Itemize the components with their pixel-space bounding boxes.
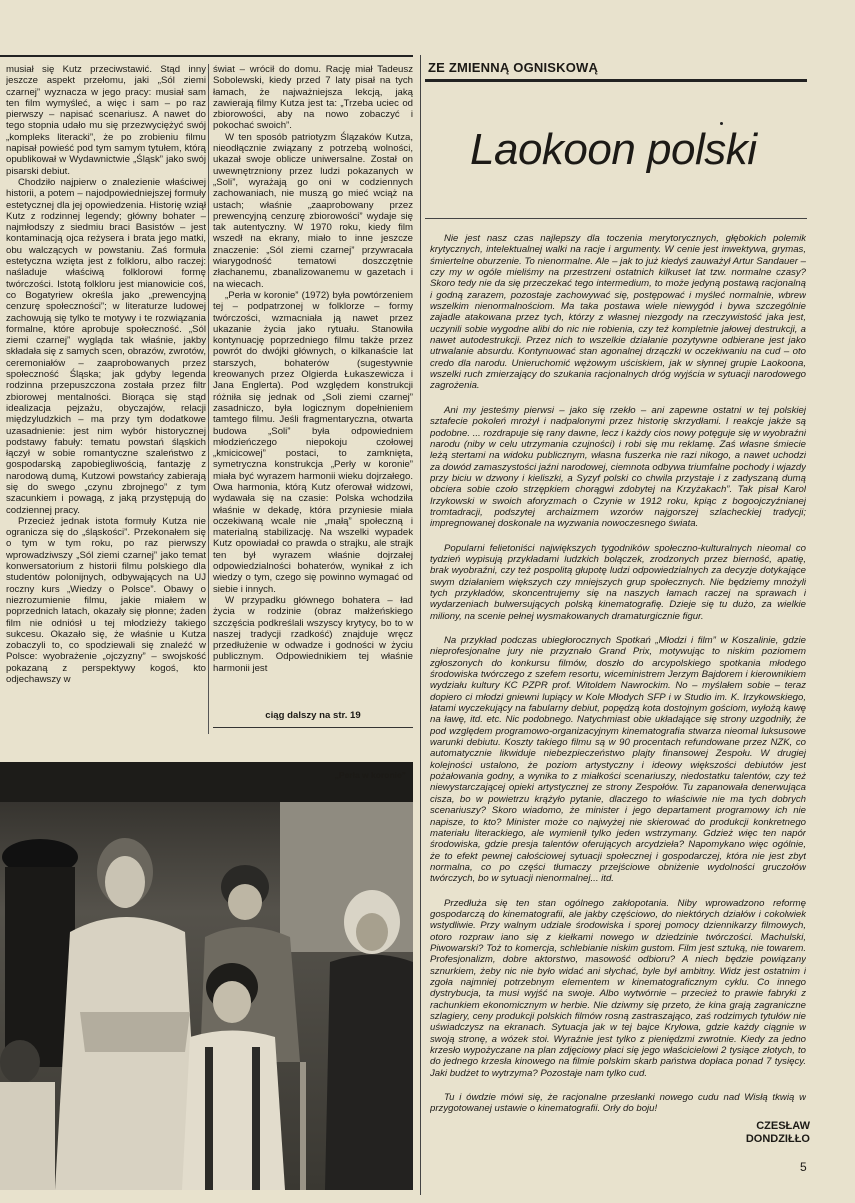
paragraph: Chodziło najpierw o znalezienie właściwej historii, a potem – najodpowiedniejszej formuły estetycznej dla jej opowiedzenia. Historię wziął Kutz z rodzinnej legendy; główny bohater – najmłodszy z siedmiu braci Basistów – jest kontaminacją ojca reżysera i brata jego matki, obu walczących w powstaniu. Zaś formuła estetyczna wzięta jest z folkloru, albo raczej: naśladuje właściwą folklorowi formę twórczości. Istotą folkloru jest mianowicie coś, co Bogatyriew określa jako „prewencyjną cenzurę społeczności”; w literaturze ludowej zachowują się tylko te motywy i te rozwiązania formalne, które aprobuje społeczność. „Sól ziemi czarnej” wygląda tak właśnie, jakby składała się z samych scen, obrazów, zwrotów, ceremoniałów – zaaprobowanych przez społeczność Śląska; jak gdyby legenda rodzinna przepuszczona została przez filtr zbiorowej mentalności. Biorąca się stąd idealizacja pejzażu, obyczajów, relacji międzyludzkich – ma przy tym dodatkowe uzasadnienie: jest nim wybór historycznej podstawy fabuły: tematu powstań śląskich łączył w sobie romantyczne szaleństwo z gospodarską zapobiegliwością, fantazję z narodową dumą, Kutzowi powstańcy zabierają się do swego „czynu zbrojnego” z tym szacunkiem i powagą, z jaką przystępują do codziennej pracy. — [6, 176, 206, 516]
paragraph: Ani my jesteśmy pierwsi – jako się rzekło – ani zapewne ostatni w tej polskiej sztafecie pokoleń mrożył i nadpalonymi przez historię skrzydłami. I reakcje jakże są podobne. ... rozdrapuje się rany dawne, lecz i każdy cios nowy potęguje się w wyobraźni narodu (niby w celu utrzymania czujności) i robi się mu reklamę. Zaś własne śmiecie leżą stertami na widoku publicznym, własna fuszerka nie razi nikogo, a nawet uchodzi za dowód zamaszystości jaźni narodowej, ciemnota odbywa triumfalne pochody i wjazdy przy biciu w dzwony i kieliszki, a Syzyf polski co chwila przystaje i z zadyszaną dumą obciera sobie czoło strzępkiem chorągwi zdobytej na Krzyżakach”. Tak pisał Karol Irzykowski w swoich aforyzmach o Czynie w 1912 roku, kpiąc z bogoojczyźnianej tromtadracji, podszytej archaizmem wzorów najgorszej szlacheckiej tradycji; impregnowanej doskonale na wyzwania nowoczesnego świata. — [430, 404, 806, 530]
decorative-dot — [720, 122, 723, 125]
page-number: 5 — [800, 1160, 807, 1174]
article-column-1 — [6, 64, 206, 744]
paragraph: musiał się Kutz przeciwstawić. Stąd inny jeszcze aspekt przełomu, jaki „Sól ziemi czarnej” wyznacza w jego pracy: musiał sam ten film wymyśleć, a więc i sam – po raz pierwszy – napisać scenariusz. A nawet do tego stopnia udało mu się przezwyciężyć swój „kompleks literacki”, że po zrobieniu filmu napisał powieść pod tym samym tytułem, którą opublikował w Wydawnictwie „Śląsk” jako swój pisarski debiut. — [6, 64, 206, 177]
paragraph: Popularni felietoniści największych tygodników społeczno-kulturalnych nieomal co tydzień wypisują przykładami ludzkich bolączek, zrodzonych przez bierność, apatię, brak wyobraźni, czy też pospolitą głupotę ludzi odpowiedzialnych za decyzje dotykające swym działaniem większych czy mniejszych grup społecznych. Nie będziemy mnożyli tych przykładów, skoncentrujemy się na naszych łamach raczej na sprawach i wydarzeniach bulwersujących polską kinematografię. Dzieje się tu dużo, za wielkie miliony, na scenie pełnej wysmakowanych dramaturgicznie figur. — [430, 542, 806, 622]
paragraph: Na przykład podczas ubiegłorocznych Spotkań „Młodzi i film” w Koszalinie, gdzie nieprofesjonalne jury nie przyznało Grand Prix, motywując to niskim poziomem zgłoszonych do konkursu filmów, doszło do arcypolskiego spotkania młodego środowiska twórczego z szefem resortu, wiceministrem Jerzym Bajdorem i kierownikiem wydziału kultury KC PZPR prof. Witoldem Nawrockim. No – myślałem sobie – teraz dopiero ci młodzi gniewni lupiący w Kole Młodych SFP i w Studio im. K. Irzykowskiego, łatami wyczekujący na fabularny debiut, popędzą kota dostojnym gościom, wyłożą kawę na ławę, itd. etc. Nic podobnego. Natychmiast obie układające się strony uzgodniły, że pod względem programowo-organizacyjnym kinematografia stwarza nieomal luksusowe warunki debiutu. Koszty takiego filmu są w 90 procentach refundowane przez NZK, co automatycznie likwiduje niebezpieczeństwo plajty finansowej Zespołu. W drugiej kolejności ustalono, że poziom artystyczny i ideowy większości debiutów jest pożałowania godny, a wynika to z miałkości scenariuszy, niedostatku talentów, czy też niewystarczającej opieki artystycznej ze strony Zespołów. Tu zapanowała denerwująca cisza, bo w powietrzu krążyło pytanie, dlaczego to właściwie nie ma tych dobrych scenariuszy? Skoro wiadomo, że minister i jego departament programowy ich nie napisze, to kto? Minister może co najwyżej nie skierować do produkcji konkretnego materiału literackiego, ale wymienił tylko jeden wstrzymany. Gdzież więc ten napór środowiska, gdzie presja talentów oferujących arcydzieła? Napomykano więc ogólnie, że to efekt pewnej całościowej sytuacji społecznej i gospodarczej, która nie jest zbyt normalna, co po części tłumaczy przejściowe obniżenie wydolności gruczołów twórczych, bo w sytuacji nienormalnej... itd. — [430, 635, 806, 885]
paragraph: W ten sposób patriotyzm Ślązaków Kutza, nieodłącznie związany z potrzebą wolności, ukazał swoje oblicze uniwersalne. Został on uwewnętrzniony przez ludzi pokazanych w „Soli”, wyrażają go oni w codziennych zachowaniach, nie muszą go mieć wciąż na ustach; właśnie „zaaprobowany przez prewencyjną cenzurę zbiorowości” wydaje się tak autentyczny. W 1970 roku, kiedy film wszedł na ekrany, miało to inne jeszcze znaczenie: „Sól ziemi czarnej” przywracała wiarygodność tematowi doszczętnie złachanemu, zbanalizowanemu w gazetach i na wiecach. — [213, 131, 413, 290]
feature-article-body — [430, 233, 806, 1113]
column-divider — [208, 64, 209, 734]
continued-rule — [213, 727, 413, 728]
film-still-photo — [0, 762, 413, 1190]
headline-rule — [425, 218, 807, 219]
article-headline: Laokoon polski — [470, 125, 757, 174]
article-column-2 — [213, 64, 413, 704]
paragraph: Tu i ówdzie mówi się, że racjonalne przesłanki nowego cudu nad Wisłą tkwią w przygotowanej ustawie o kinematografii. Orły do boju! — [430, 1092, 806, 1113]
column-separator — [420, 55, 421, 1195]
paragraph: Nie jest nasz czas najlepszy dla toczenia merytorycznych, głębokich polemik krytycznych, intelektualnej walki na racje i argumenty. W cenie jest inwektywa, grymas, śmiertelne oburzenie. To nienormalne. Ale – jak to już kiedyś zauważył Artur Sandauer – czy my w ogóle mieliśmy na przestrzeni ostatnich kilkuset lat tzw. normalne czasy? Skoro tedy nie da się przeczekać tego intermedium, to może jedyną postawą racjonalną i godną zarazem, pozostaje zachowywać się, postępować i myśleć normalnie, wbrew wszelkim nienormalnościom. Ma taka postawa wiele niewygód i bywa szczególnie zajadle atakowana przez tych, którzy z własnej niezgody na rzeczywistość jaka jest, uczynili sobie wygodne alibi do nic nie robienia, czy też kompletnie jałowej destrukcji, a nawet autodestrukcji. Przez nich to wszelkie działanie pozytywne odbierane jest jako utrwalanie absurdu. Kontynuować stan agonalnej drzączki w oczekiwaniu na cud – oto credo dla narodu. Unieruchomić wężowym uściskiem, jak w słynnej grupie Laokoona, wszelki ruch zmierzający do szukania racjonalnych dróg wyjścia w sytuacji narodowego zagrożenia. — [430, 233, 806, 392]
photo-caption: „Perła w koronie” — [334, 770, 406, 780]
film-still-illustration — [0, 762, 413, 1190]
author-last-name: DONDZIŁŁO — [745, 1133, 810, 1145]
top-rule — [0, 55, 413, 57]
paragraph: W przypadku głównego bohatera – ład życia w rodzinie (obraz małżeńskiego szczęścia podkreślali wszyscy krytycy, bo to w naszej tradycji rzadkość) znajduje wręcz przedłużenie w odwadze i godności w życiu publicznym. Odpowiednikiem tej właśnie harmonii jest — [213, 594, 413, 674]
paragraph: świat – wrócił do domu. Rację miał Tadeusz Sobolewski, kiedy przed 7 laty pisał na tych łamach, że najważniejsza lekcją, jaką zawierają filmy Kutza jest ta: „Trzeba uciec od zbiorowości, aby na nowo zobaczyć i pokochać swoich”. — [213, 64, 413, 132]
author-first-name: CZESŁAW — [756, 1120, 810, 1132]
continued-note: ciąg dalszy na str. 19 — [265, 710, 361, 721]
section-label: ZE ZMIENNĄ OGNISKOWĄ — [428, 60, 599, 75]
author-byline — [746, 1120, 810, 1146]
paragraph: „Perła w koronie” (1972) była powtórzeniem tej – podpatrzonej w folklorze – formy twórczości, wzmacniała ją nawet przez ukazanie życia jako rytuału. Stanowiła kontynuację poprzedniego filmu także przez powrót do dwójki głównych, o kilkanaście lat starszych, bohaterów (sugestywnie kreowanych przez Olgierda Łukaszewicza i Jana Englerta). Pod względem konstrukcji różniła się jednak od „Soli ziemi czarnej” zasadniczo, była logicznym dopełnieniem tamtego filmu. Jeśli fragmentaryczna, otwarta budowa „Soli” była odpowiedniem młodzieńczego niepokoju czołowej „kmicicowej” postaci, to zamknięta, symetryczna konstrukcja „Perły w koronie” miała być wyrazem harmonii wieku dojrzałego. Owa harmonia, którą Kutz oferował widzowi, wydawała się na czasie: Polska wchodziła właśnie w dekadę, która przyniesie miała oczekiwaną wcale nie „małą” społeczną i materialną stabilizację. Na wszelki wypadek Kutz opowiadał co prawda o strajku, ale strajk ten był wyrazem właśnie dojrzałej odpowiedzialności bohaterów, wynikał z ich wiedzy o tym, czego się powinno wymagać od siebie i innych. — [213, 289, 413, 595]
paragraph: Przedłuża się ten stan ogólnego zakłopotania. Niby wprowadzono reformę gospodarczą do kinematografii, ale jakby częściowo, do niektórych działów i cokolwiek wstydliwie. Przy walnym udziale środowiska i sporej pomocy dziennikarzy filmowych, otoro rozpraw iano się z kiełkami nowego w dziedzinie twórczości. Machulski, Piwowarski? Toż to komercja, schlebianie niskim gustom. Film jest sztuką, nie towarem. Profesjonalizm, dobre aktorstwo, masowość odbioru? A niech będzie powiązany sznurkiem, żeby nic nie było widać ani słychać, byle był ambitny. Widz jest ostatnim i zgoła najmniej potrzebnym elementem w kinematograficznym cyklu. Co innego dystrybucja, ta musi wyjść na swoje. Albo wytwórnie – przecież to prawie fabryki z rachunkiem ekonomicznym w herbie. Nie dziwmy się przeto, że kina grają zagraniczne szlagiery, ceny produkcji polskich filmów rosną zastraszająco, zaś rodzimych tytułów nie uświadczysz na ekranach. Sytuacja jak w tej bajce Kryłowa, gdzie każdy ciągnie w swoją stronę, a wózek stoi. Wyraźnie jest tylko z pieniędzmi zwrotnie. Kiedy za jedno krzesło wypożyczane na plan zdjęciowy płaci się jego właścicielowi 2 tysiące złotych, to do jednego krzesła kinowego na filmie polskim skarb państwa dopłaca ponad 7 tysięcy. Jaki budżet to wytrzyma? Pozostaje nam tylko cud. — [430, 897, 806, 1079]
section-rule — [425, 79, 807, 82]
paragraph: Przecież jednak istota formuły Kutza nie ogranicza się do „śląskości”. Przekonałem się o tym w tym roku, po raz pierwszy wprowadziwszy „Sól ziemi czarnej” jako temat konwersatorium z historii filmu polskiego dla studentów polonijnych, odbywających na UJ roczny kurs „Wiedzy o Polsce”. Obawy o niezrozumienie filmu, jakie miałem w poprzednich latach, okazały się płonne; żaden film nie odniósł u tej młodzieży takiego sukcesu. Okazało się, że właśnie u Kutza zobaczyli to, co spodziewali się znaleźć w Polsce: wyobrażenie „ojczyzny” – swojskość pokazaną z perspektywy kogoś, kto odjechawszy w — [6, 515, 206, 686]
